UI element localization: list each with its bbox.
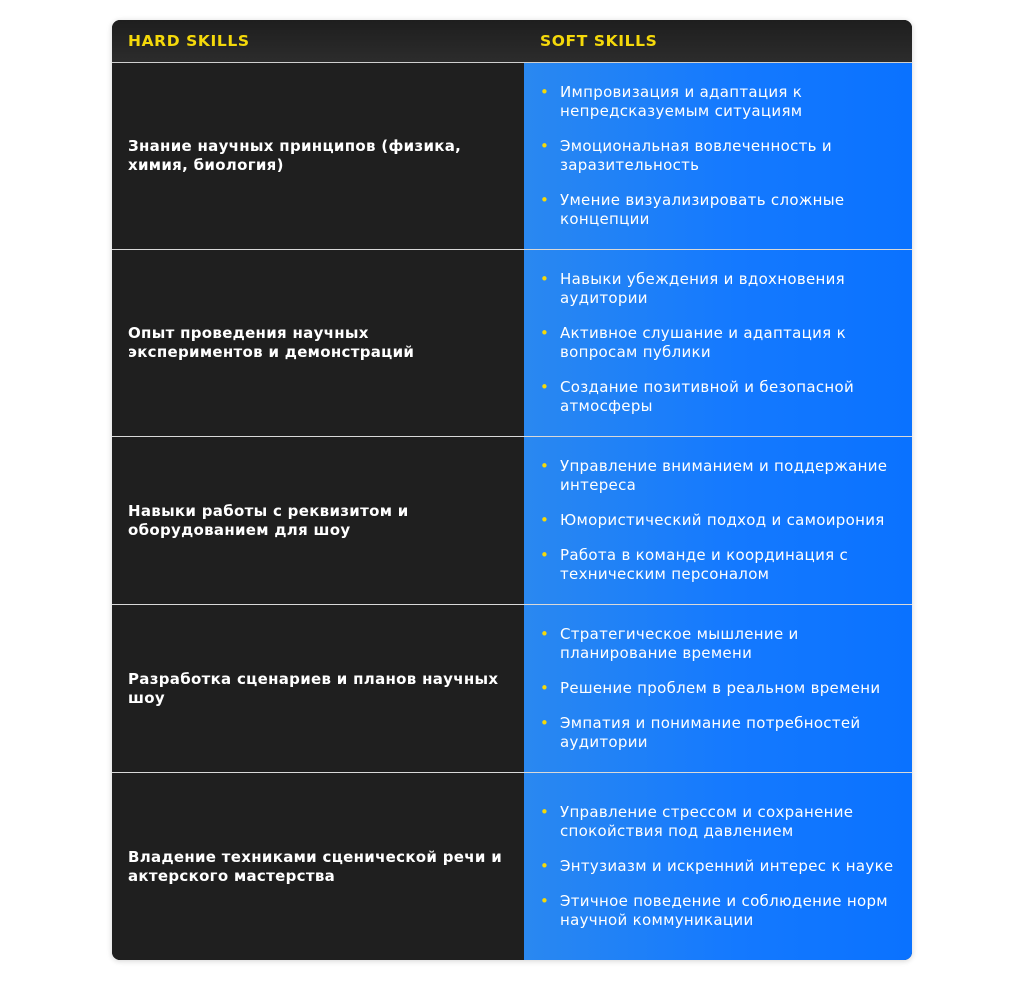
soft-skill-item — [540, 714, 900, 752]
bullet-icon: • — [540, 270, 550, 288]
soft-skill-text: Энтузиазм и искренний интерес к науке — [560, 857, 894, 875]
soft-skill-text: Эмоциональная вовлеченность и заразительность — [560, 137, 832, 174]
soft-skill-item — [540, 324, 900, 362]
soft-skill-text: Эмпатия и понимание потребностей аудитории — [560, 714, 861, 751]
hard-skill-cell: Разработка сценариев и планов научных шоу — [112, 605, 524, 772]
bullet-icon: • — [540, 324, 550, 342]
soft-skill-text: Навыки убеждения и вдохновения аудитории — [560, 270, 845, 307]
soft-skill-text: Создание позитивной и безопасной атмосферы — [560, 378, 855, 415]
soft-skill-item — [540, 457, 900, 495]
soft-skill-item — [540, 857, 900, 876]
soft-skill-text: Управление стрессом и сохранение спокойствия под давлением — [560, 803, 854, 840]
bullet-icon: • — [540, 137, 550, 155]
header-hard-skills: HARD SKILLS — [128, 32, 250, 50]
soft-skill-item — [540, 137, 900, 175]
table-row — [112, 773, 912, 960]
soft-skills-cell — [524, 437, 912, 604]
bullet-icon: • — [540, 803, 550, 821]
soft-skill-text: Работа в команде и координация с техническим персоналом — [560, 546, 849, 583]
soft-skill-text: Умение визуализировать сложные концепции — [560, 191, 845, 228]
hard-skill-cell: Знание научных принципов (физика, химия, биология) — [112, 63, 524, 249]
soft-skill-text: Активное слушание и адаптация к вопросам публики — [560, 324, 846, 361]
soft-skills-list — [540, 803, 900, 930]
soft-skill-item — [540, 679, 900, 698]
bullet-icon: • — [540, 679, 550, 697]
table-row — [112, 63, 912, 250]
soft-skill-text: Этичное поведение и соблюдение норм научной коммуникации — [560, 892, 888, 929]
table-row — [112, 437, 912, 605]
soft-skill-item — [540, 270, 900, 308]
soft-skill-text: Решение проблем в реальном времени — [560, 679, 881, 697]
bullet-icon: • — [540, 714, 550, 732]
bullet-icon: • — [540, 625, 550, 643]
bullet-icon: • — [540, 378, 550, 396]
soft-skills-cell — [524, 250, 912, 436]
soft-skills-list — [540, 457, 900, 584]
bullet-icon: • — [540, 457, 550, 475]
soft-skill-item — [540, 511, 900, 530]
table-header — [112, 20, 912, 63]
bullet-icon: • — [540, 83, 550, 101]
bullet-icon: • — [540, 191, 550, 209]
soft-skill-item — [540, 83, 900, 121]
table-row — [112, 605, 912, 773]
bullet-icon: • — [540, 511, 550, 529]
soft-skill-item — [540, 191, 900, 229]
soft-skill-item — [540, 625, 900, 663]
table-row — [112, 250, 912, 437]
soft-skills-list — [540, 270, 900, 416]
soft-skill-item — [540, 546, 900, 584]
soft-skills-cell — [524, 63, 912, 249]
soft-skills-cell — [524, 605, 912, 772]
soft-skill-text: Стратегическое мышление и планирование времени — [560, 625, 799, 662]
soft-skill-text: Управление вниманием и поддержание интереса — [560, 457, 888, 494]
bullet-icon: • — [540, 892, 550, 910]
soft-skill-item — [540, 892, 900, 930]
soft-skill-item — [540, 803, 900, 841]
skills-table — [112, 20, 912, 960]
hard-skill-cell: Владение техниками сценической речи и актерского мастерства — [112, 773, 524, 960]
header-soft-skills: SOFT SKILLS — [540, 32, 658, 50]
soft-skill-item — [540, 378, 900, 416]
soft-skills-list — [540, 625, 900, 752]
soft-skills-list — [540, 83, 900, 229]
soft-skills-cell — [524, 773, 912, 960]
hard-skill-cell: Опыт проведения научных экспериментов и демонстраций — [112, 250, 524, 436]
soft-skill-text: Юмористический подход и самоирония — [560, 511, 885, 529]
bullet-icon: • — [540, 857, 550, 875]
bullet-icon: • — [540, 546, 550, 564]
soft-skill-text: Импровизация и адаптация к непредсказуемым ситуациям — [560, 83, 803, 120]
hard-skill-cell: Навыки работы с реквизитом и оборудованием для шоу — [112, 437, 524, 604]
